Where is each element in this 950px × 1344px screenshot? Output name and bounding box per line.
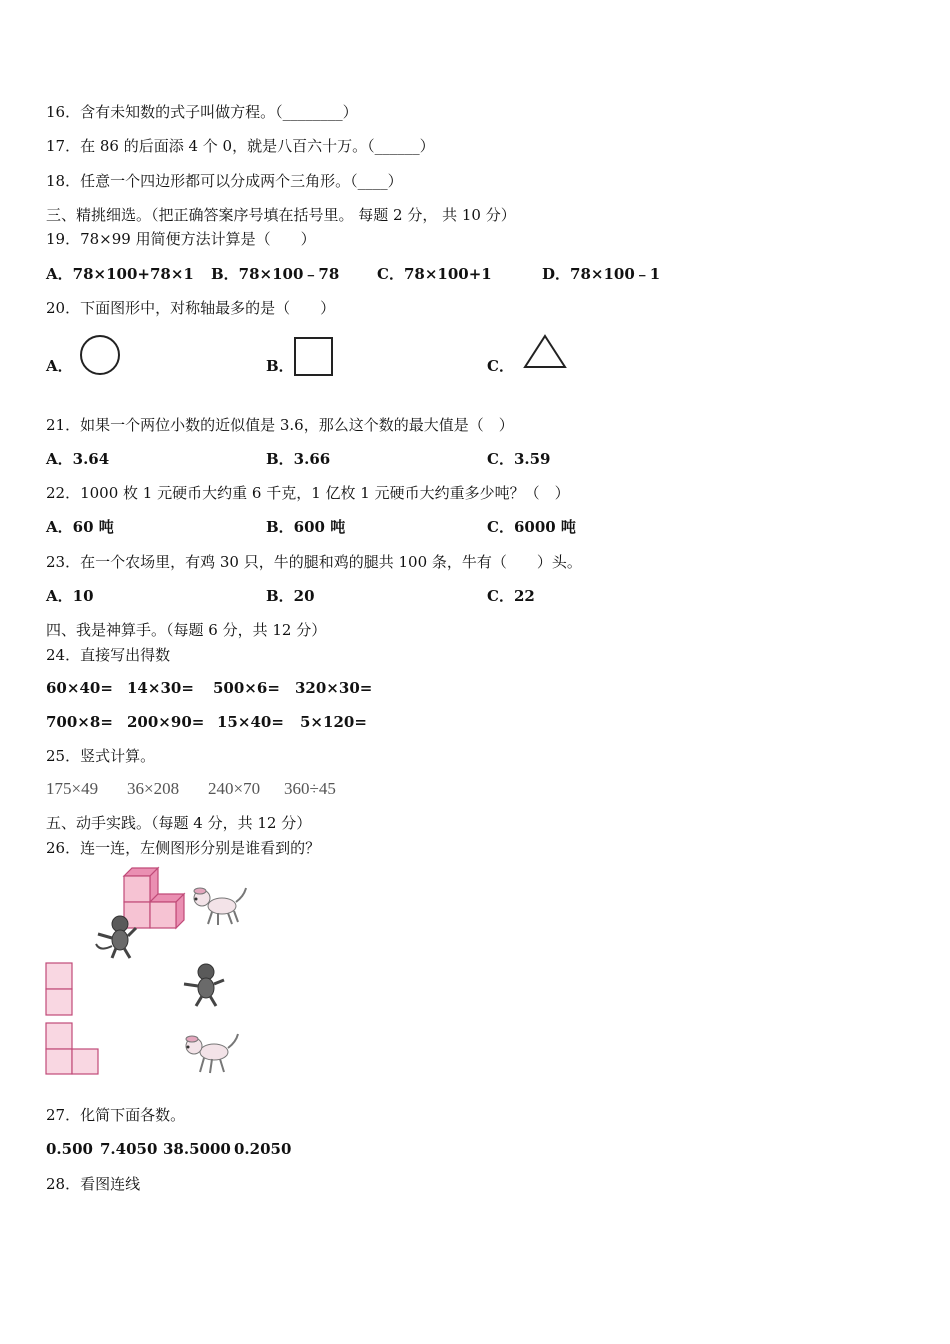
q23-option-b: B．20 — [266, 587, 315, 605]
calc-item: 15×40= — [217, 713, 284, 731]
q20-option-a: A． — [46, 357, 73, 375]
dog-icon — [188, 880, 250, 928]
question-25: 25．竖式计算。 — [46, 747, 156, 765]
q23-option-a: A．10 — [46, 587, 94, 605]
q22-option-c: C．6000 吨 — [487, 518, 576, 536]
q19-option-c: C．78×100+1 — [377, 265, 492, 283]
q23-option-c: C．22 — [487, 587, 535, 605]
decimal-item: 0.500 — [46, 1140, 93, 1158]
calc-item: 320×30= — [295, 679, 373, 697]
vertical-calc-item: 240×70 — [208, 779, 261, 798]
calc-item: 500×6= — [213, 679, 280, 697]
question-27: 27．化简下面各数。 — [46, 1106, 186, 1124]
vertical-calc-item: 360÷45 — [284, 779, 336, 798]
question-19: 19．78×99 用简便方法计算是（ ） — [46, 230, 316, 248]
square-shape-icon — [293, 336, 335, 378]
q19-option-b: B．78×100﹣78 — [211, 265, 340, 283]
calc-item: 60×40= — [46, 679, 113, 697]
section-5-heading: 五、动手实践。（每题 4 分，共 12 分） — [46, 814, 312, 832]
q22-option-a: A．60 吨 — [46, 518, 114, 536]
q19-option-d: D．78×100﹣1 — [542, 265, 661, 283]
triangle-shape-icon — [521, 333, 569, 371]
monkey-icon — [92, 912, 140, 960]
question-22: 22．1000 枚 1 元硬币大约重 6 千克，1 亿枚 1 元硬币大约重多少吨？（ ） — [46, 484, 570, 502]
calc-item: 5×120= — [300, 713, 367, 731]
question-16: 16．含有未知数的式子叫做方程。（________） — [46, 103, 358, 121]
q21-option-b: B．3.66 — [266, 450, 331, 468]
vertical-calc-item: 175×49 — [46, 779, 99, 798]
q21-option-c: C．3.59 — [487, 450, 551, 468]
decimal-item: 38.5000 — [163, 1140, 231, 1158]
calc-item: 14×30= — [127, 679, 194, 697]
q20-option-b: B． — [266, 357, 294, 375]
calc-item: 200×90= — [127, 713, 205, 731]
l-shape-figure — [45, 1022, 101, 1076]
two-square-column-figure — [45, 962, 75, 1018]
question-26: 26．连一连，左侧图形分别是谁看到的？ — [46, 839, 321, 857]
question-18: 18．任意一个四边形都可以分成两个三角形。（____） — [46, 172, 403, 190]
decimal-item: 7.4050 — [100, 1140, 158, 1158]
question-21: 21．如果一个两位小数的近似值是 3.6，那么这个数的最大值是（ ） — [46, 416, 514, 434]
calc-item: 700×8= — [46, 713, 113, 731]
monkey-icon — [180, 960, 228, 1008]
question-20: 20．下面图形中，对称轴最多的是（ ） — [46, 299, 336, 317]
section-4-heading: 四、我是神算手。（每题 6 分，共 12 分） — [46, 621, 327, 639]
section-3-heading: 三、精挑细选。（把正确答案序号填在括号里。 每题 2 分， 共 10 分） — [46, 206, 516, 224]
q22-option-b: B．600 吨 — [266, 518, 346, 536]
q20-option-c: C． — [487, 357, 514, 375]
question-17: 17．在 86 的后面添 4 个 0，就是八百六十万。（______） — [46, 137, 435, 155]
vertical-calc-item: 36×208 — [127, 779, 180, 798]
q21-option-a: A．3.64 — [46, 450, 110, 468]
question-24: 24．直接写出得数 — [46, 646, 171, 664]
question-28: 28．看图连线 — [46, 1175, 141, 1193]
q19-option-a: A．78×100+78×1 — [46, 265, 194, 283]
circle-shape-icon — [78, 333, 122, 377]
decimal-item: 0.2050 — [234, 1140, 292, 1158]
question-23: 23．在一个农场里，有鸡 30 只，牛的腿和鸡的腿共 100 条，牛有（ ）头。 — [46, 553, 582, 571]
dog-icon — [180, 1028, 242, 1076]
